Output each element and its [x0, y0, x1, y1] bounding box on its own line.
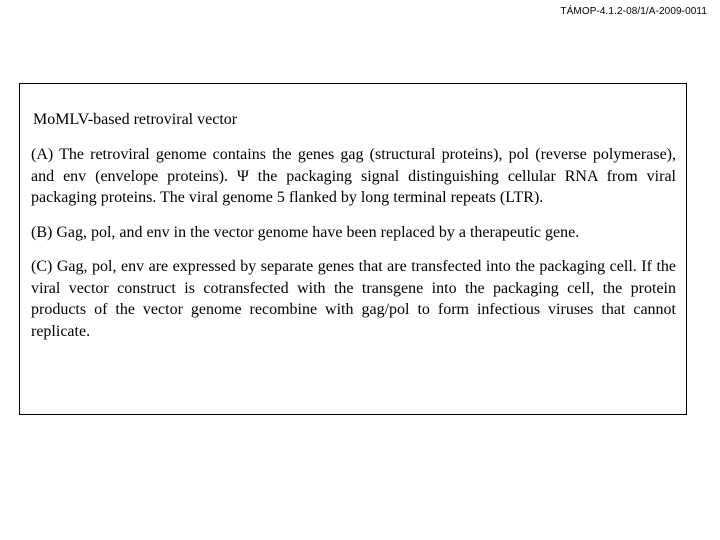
- caption-paragraph-b: (B) Gag, pol, and env in the vector genome have been replaced by a therapeutic gene.: [31, 223, 580, 241]
- caption-paragraph-a: (A) The retroviral genome contains the genes gag (structural proteins), pol (reverse polymerase), and env (envelope proteins). Ψ the packaging signal distinguishing cellular RNA from viral packaging proteins. The viral genome 5 flanked by long terminal repeats (LTR).: [31, 146, 676, 206]
- caption-box: [19, 83, 687, 415]
- project-code: TÁMOP-4.1.2-08/1/A-2009-0011: [560, 6, 707, 17]
- caption-paragraph-c: (C) Gag, pol, env are expressed by separate genes that are transfected into the packaging cell. If the viral vector construct is cotransfected with the transgene into the packaging cell, the protein products of the vector genome recombine with gag/pol to form infectious viruses that cannot replicate.: [31, 258, 676, 340]
- caption-title: MoMLV-based retroviral vector: [33, 111, 238, 128]
